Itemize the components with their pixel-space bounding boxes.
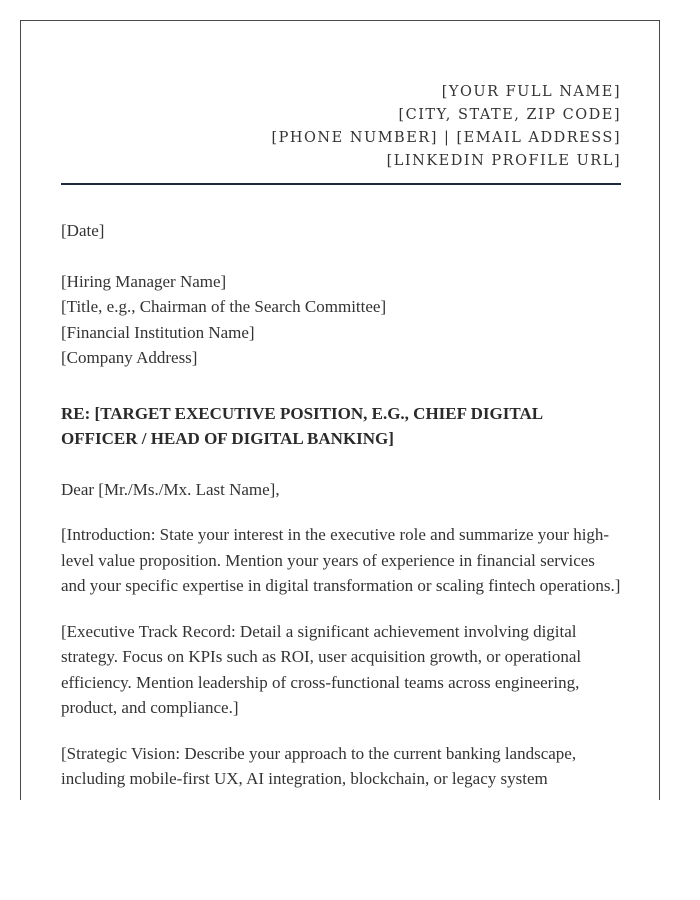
sender-location: [CITY, STATE, ZIP CODE] [398,107,621,123]
letter-date: [Date] [61,221,105,240]
recipient-title: [Title, e.g., Chairman of the Search Committee] [61,297,387,316]
letter-page [20,20,660,800]
recipient-institution: [Financial Institution Name] [61,322,255,342]
sender-contact: [PHONE NUMBER] | [EMAIL ADDRESS] [271,130,621,146]
recipient-address: [Company Address] [61,348,198,367]
header-divider [61,183,621,185]
paragraph-introduction: [Introduction: State your interest in the executive role and summarize your high-level value proposition. Mention your years of experience in financial services and your specific expertise in digital transformation or scaling fintech operations.] [61,525,621,595]
sender-header [61,81,621,173]
paragraph-vision: [Strategic Vision: Describe your approach to the current banking landscape, including mobile-first UX, AI integration, blockchain, or legacy system [61,743,577,788]
salutation: Dear [Mr./Ms./Mx. Last Name], [61,479,280,499]
sender-linkedin: [LINKEDIN PROFILE URL] [386,153,621,169]
recipient-name: [Hiring Manager Name] [61,271,227,291]
recipient-block [61,269,621,371]
letter-body [61,81,621,792]
sender-name: [YOUR FULL NAME] [441,84,621,100]
paragraph-track-record: [Executive Track Record: Detail a significant achievement involving digital strategy. Focus on KPIs such as ROI, user acquisition growth, or operational efficiency. Mention leadership of cross-functional teams across engineering, product, and compliance.] [61,621,582,717]
subject-line: RE: [TARGET EXECUTIVE POSITION, E.G., CHIEF DIGITAL OFFICER / HEAD OF DIGITAL BANKING] [61,403,543,448]
